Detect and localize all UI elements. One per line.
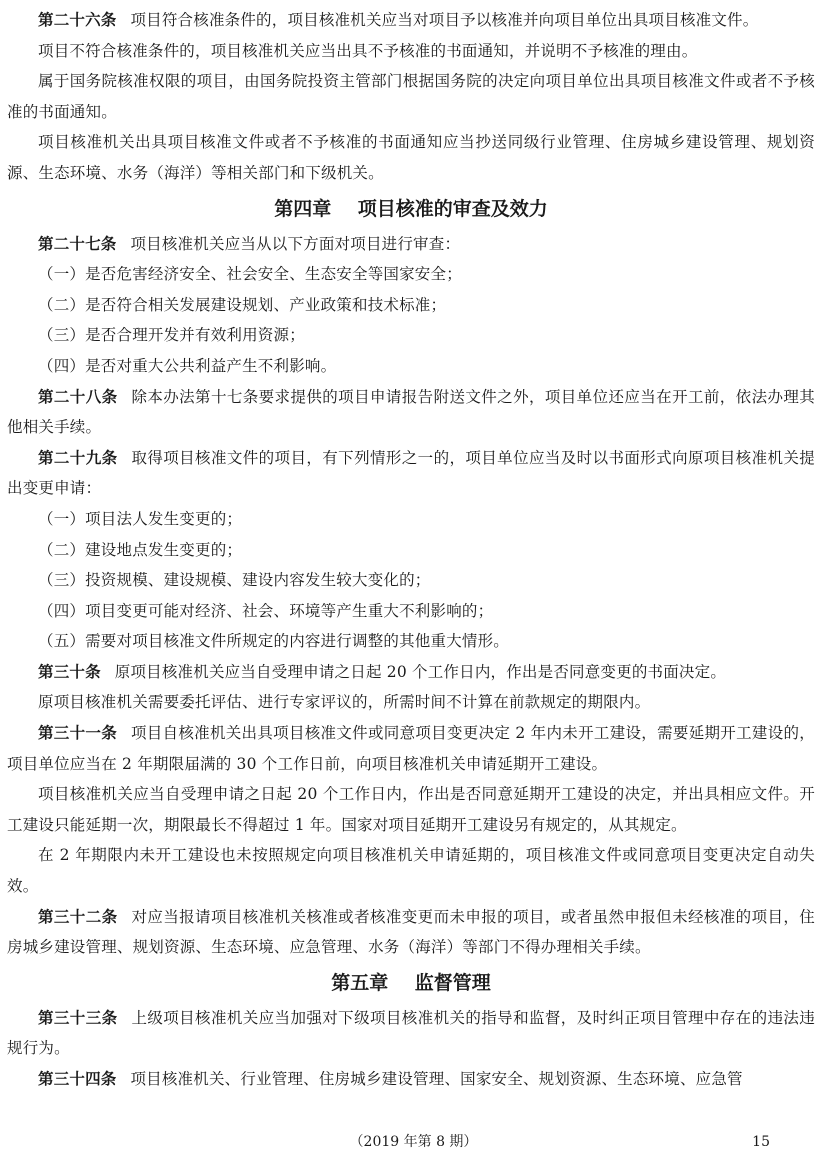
- chapter-number: 第五章: [331, 971, 389, 994]
- paragraph-text: 项目符合核准条件的，项目核准机关应当对项目予以核准并向项目单位出具项目核准文件。: [130, 11, 759, 29]
- chapter-heading: [7, 189, 815, 229]
- article-number: 第三十三条: [38, 1008, 118, 1027]
- page-footer: [0, 1131, 827, 1153]
- paragraph: [7, 902, 815, 963]
- paragraph-text: 对应当报请项目核准机关核准或者核准变更而未申报的项目，或者虽然申报但未经核准的项目，住房城乡建设管理、规划资源、生态环境、应急管理、水务（海洋）等部门不得办理相关手续。: [7, 907, 815, 957]
- paragraph-text: 属于国务院核准权限的项目，由国务院投资主管部门根据国务院的决定向项目单位出具项目核准文件或者不予核准的书面通知。: [7, 72, 815, 121]
- article-number: 第三十一条: [38, 724, 118, 743]
- paragraph-text: （二）是否符合相关发展建设规划、产业政策和技术标准；: [38, 295, 447, 314]
- chapter-title: 项目核准的审查及效力: [357, 197, 548, 220]
- paragraph-text: （四）项目变更可能对经济、社会、环境等产生重大不利影响的；: [38, 601, 494, 620]
- paragraph-text: 取得项目核准文件的项目，有下列情形之一的，项目单位应当及时以书面形式向原项目核准机关提出变更申请：: [7, 448, 815, 498]
- paragraph: [7, 127, 815, 188]
- paragraph-text: 在 2 年期限内未开工建设也未按照规定向项目核准机关申请延期的，项目核准文件或同意项目变更决定自动失效。: [7, 846, 815, 896]
- paragraph-text: （四）是否对重大公共利益产生不利影响。: [38, 356, 337, 375]
- paragraph: [7, 779, 815, 840]
- paragraph-text: 项目核准机关、行业管理、住房城乡建设管理、国家安全、规划资源、生态环境、应急管: [130, 1070, 743, 1088]
- paragraph-text: 项目自核准机关出具项目核准文件或同意项目变更决定 2 年内未开工建设，需要延期开工建设的，项目单位应当在 2 年期限届满的 30 个工作日前，向项目核准机关申请延期开工建设。: [7, 724, 815, 773]
- list-item: [7, 596, 815, 627]
- article-number: 第二十八条: [38, 387, 118, 406]
- issue-label: （2019 年第 8 期）: [349, 1134, 478, 1150]
- paragraph: [7, 718, 815, 779]
- list-item: [7, 626, 815, 657]
- list-item: [7, 351, 815, 382]
- article-number: 第二十九条: [38, 448, 118, 467]
- paragraph: [7, 443, 815, 504]
- paragraph-text: 原项目核准机关需要委托评估、进行专家评议的，所需时间不计算在前款规定的期限内。: [38, 693, 651, 712]
- paragraph-text: （五）需要对项目核准文件所规定的内容进行调整的其他重大情形。: [38, 632, 510, 651]
- article-number: 第三十条: [38, 662, 101, 681]
- list-item: [7, 535, 815, 566]
- list-item: [7, 320, 815, 351]
- article-number: 第三十四条: [38, 1070, 117, 1088]
- paragraph-text: （一）项目法人发生变更的；: [38, 509, 243, 528]
- page-number: 15: [752, 1134, 770, 1150]
- paragraph: [7, 1064, 815, 1095]
- paragraph: [7, 229, 815, 260]
- paragraph-text: （三）是否合理开发并有效利用资源；: [38, 326, 305, 345]
- paragraph: [7, 66, 815, 127]
- chapter-number: 第四章: [274, 197, 332, 220]
- paragraph-text: 除本办法第十七条要求提供的项目申请报告附送文件之外，项目单位还应当在开工前，依法办理其他相关手续。: [7, 387, 815, 437]
- paragraph: [7, 840, 815, 901]
- chapter-heading: [7, 963, 815, 1003]
- paragraph-text: 项目不符合核准条件的，项目核准机关应当出具不予核准的书面通知，并说明不予核准的理由。: [38, 41, 698, 60]
- article-number: 第二十六条: [38, 11, 117, 29]
- article-number: 第三十二条: [38, 907, 118, 926]
- paragraph-text: 上级项目核准机关应当加强对下级项目核准机关的指导和监督，及时纠正项目管理中存在的违法违规行为。: [7, 1008, 815, 1058]
- paragraph: [7, 687, 815, 718]
- paragraph: [7, 657, 815, 688]
- paragraph-text: 项目核准机关出具项目核准文件或者不予核准的书面通知应当抄送同级行业管理、住房城乡建设管理、规划资源、生态环境、水务（海洋）等相关部门和下级机关。: [7, 133, 815, 182]
- paragraph: [7, 36, 815, 67]
- list-item: [7, 290, 815, 321]
- paragraph-text: （一）是否危害经济安全、社会安全、生态安全等国家安全；: [38, 265, 462, 284]
- document-body: [7, 5, 815, 1095]
- chapter-title: 监督管理: [414, 971, 491, 994]
- paragraph: [7, 382, 815, 443]
- list-item: [7, 565, 815, 596]
- paragraph: [7, 1003, 815, 1064]
- paragraph-text: 原项目核准机关应当自受理申请之日起 20 个工作日内，作出是否同意变更的书面决定。: [114, 662, 727, 681]
- paragraph-text: （三）投资规模、建设规模、建设内容发生较大变化的；: [38, 571, 431, 590]
- list-item: [7, 504, 815, 535]
- paragraph-text: 项目核准机关应当自受理申请之日起 20 个工作日内，作出是否同意延期开工建设的决定，并出具相应文件。开工建设只能延期一次，期限最长不得超过 1 年。国家对项目延期开工建设另有规定的，从其规定。: [7, 785, 815, 834]
- paragraph: [7, 5, 815, 36]
- article-number: 第二十七条: [38, 234, 117, 253]
- paragraph-text: （二）建设地点发生变更的；: [38, 540, 243, 559]
- paragraph-text: 项目核准机关应当从以下方面对项目进行审查：: [130, 234, 461, 253]
- list-item: [7, 259, 815, 290]
